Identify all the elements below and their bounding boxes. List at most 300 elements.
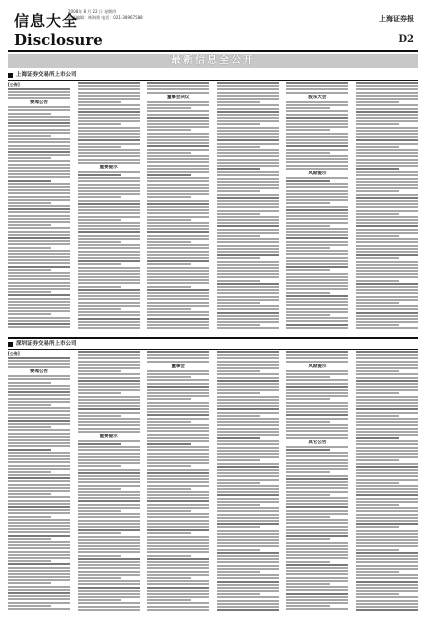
- text-line: [8, 579, 70, 581]
- text-line: [286, 510, 348, 512]
- text-line: [8, 243, 70, 245]
- text-line: [78, 596, 140, 598]
- text-line: [217, 536, 279, 538]
- text-line: [78, 193, 140, 195]
- text-line: [356, 299, 418, 301]
- text-line: [78, 399, 140, 401]
- text-line: [286, 354, 348, 356]
- text-line: [8, 426, 51, 428]
- text-line: [8, 516, 51, 518]
- text-line: [356, 568, 418, 570]
- text-line: [147, 427, 209, 429]
- text-line: [78, 247, 140, 249]
- text-line: [217, 152, 279, 154]
- text-line: [286, 471, 329, 473]
- text-line: [217, 203, 279, 205]
- text-line: [8, 256, 70, 258]
- text-line: [147, 555, 190, 557]
- text-line: [286, 526, 348, 528]
- text-line: [8, 560, 51, 562]
- text-line: [147, 311, 209, 313]
- text-line: [8, 122, 70, 124]
- text-line: [356, 318, 418, 320]
- text-line: [286, 481, 348, 483]
- text-line: [147, 536, 209, 538]
- text-line: [286, 580, 348, 582]
- text-line: [217, 85, 279, 87]
- text-line: [8, 310, 70, 312]
- text-line: [356, 327, 418, 329]
- text-line: [78, 177, 140, 179]
- text-line: [356, 289, 418, 291]
- text-line: [147, 247, 209, 249]
- masthead: [0, 0, 426, 52]
- text-line: [286, 395, 348, 397]
- text-line: [147, 571, 209, 573]
- text-line: [286, 383, 348, 385]
- text-line: [8, 221, 70, 223]
- text-line: [8, 417, 70, 419]
- text-line: [286, 548, 348, 550]
- text-line: [147, 354, 209, 356]
- text-line: [286, 295, 348, 297]
- text-line: [286, 145, 348, 147]
- text-line: [147, 286, 190, 288]
- text-line: [78, 273, 140, 275]
- text-line: [217, 289, 279, 291]
- text-line: [217, 120, 279, 122]
- text-line: [8, 240, 70, 242]
- text-line: [8, 573, 70, 575]
- text-line: [286, 392, 348, 394]
- text-line: [147, 548, 209, 550]
- text-line: [78, 98, 140, 100]
- text-line: [356, 472, 418, 474]
- text-line: [356, 596, 418, 598]
- text-line: [356, 520, 418, 522]
- section-marker-icon: [8, 73, 13, 78]
- text-line: [8, 429, 70, 431]
- text-line: [147, 206, 209, 208]
- text-line: [8, 320, 70, 322]
- text-line: [78, 295, 140, 297]
- text-line: [356, 267, 418, 269]
- text-line: [286, 577, 348, 579]
- text-line: [286, 449, 329, 451]
- text-line: [78, 418, 140, 420]
- text-line: [217, 213, 260, 215]
- text-line: [8, 576, 70, 578]
- text-line: [286, 605, 329, 607]
- text-line: [78, 475, 140, 477]
- text-line: [78, 590, 140, 592]
- text-line: [217, 545, 279, 547]
- text-line: [286, 376, 329, 378]
- text-line: [8, 592, 70, 594]
- text-line: [286, 282, 348, 284]
- text-line: [217, 264, 279, 266]
- text-line: [78, 270, 140, 272]
- text-line: [356, 466, 418, 468]
- text-line: [217, 130, 279, 132]
- text-line: [286, 142, 348, 144]
- text-line: [217, 596, 279, 598]
- text-line: [217, 143, 279, 145]
- text-line: [8, 455, 70, 457]
- text-line: [147, 241, 190, 243]
- text-line: [78, 139, 140, 141]
- text-line: [356, 456, 418, 458]
- masthead-logo-cn: 信息大全: [14, 12, 79, 30]
- text-line: [286, 196, 348, 198]
- text-line: [286, 402, 348, 404]
- article-subheading: 重要提示: [99, 433, 118, 439]
- text-line: [217, 286, 279, 288]
- text-line: [78, 130, 140, 132]
- text-line: [8, 544, 70, 546]
- text-line: [78, 523, 140, 525]
- text-line: [286, 308, 348, 310]
- text-line: [8, 278, 70, 280]
- text-line: [286, 430, 348, 432]
- text-line: [356, 354, 418, 356]
- text-line: [147, 593, 209, 595]
- text-line: [78, 383, 140, 385]
- text-line: [286, 586, 348, 588]
- text-line: [8, 199, 70, 201]
- text-line: [217, 396, 279, 398]
- text-line: [8, 449, 51, 451]
- text-line: [356, 104, 418, 106]
- text-line: [78, 174, 121, 176]
- text-line: [78, 593, 140, 595]
- text-line: [217, 469, 279, 471]
- text-line: [147, 270, 209, 272]
- text-line: [8, 471, 51, 473]
- text-line: [356, 114, 418, 116]
- text-line: [356, 143, 418, 145]
- text-line: [78, 481, 140, 483]
- section-title: 上海证券交易所上市公司: [16, 72, 77, 78]
- text-line: [147, 289, 209, 291]
- text-line: [147, 187, 209, 189]
- text-line: [356, 510, 418, 512]
- text-line: [78, 314, 140, 316]
- text-line: [147, 267, 209, 269]
- text-line: [286, 152, 329, 154]
- text-line: [78, 599, 121, 601]
- text-line: [8, 445, 70, 447]
- text-line: [78, 85, 140, 87]
- text-line: [147, 82, 209, 84]
- text-line: [356, 485, 418, 487]
- text-line: [147, 158, 209, 160]
- text-line: [78, 216, 140, 218]
- text-line: [217, 383, 279, 385]
- text-line: [286, 446, 348, 448]
- text-line: [217, 392, 260, 394]
- text-line: [356, 286, 418, 288]
- text-line: [147, 203, 209, 205]
- text-line: [78, 443, 121, 445]
- text-line: [356, 187, 418, 189]
- text-line: [8, 433, 70, 435]
- text-line: [356, 405, 418, 407]
- text-line: [286, 551, 348, 553]
- text-line: [8, 360, 70, 362]
- text-line: [147, 318, 209, 320]
- text-line: [286, 139, 348, 141]
- text-line: [286, 273, 348, 275]
- text-column: [147, 351, 209, 612]
- text-line: [356, 203, 418, 205]
- text-line: [217, 539, 279, 541]
- text-line: [217, 415, 260, 417]
- text-line: [286, 298, 348, 300]
- text-line: [286, 398, 329, 400]
- text-line: [147, 574, 209, 576]
- text-line: [78, 279, 140, 281]
- text-line: [78, 292, 140, 294]
- text-line: [286, 567, 348, 569]
- text-line: [286, 424, 348, 426]
- text-line: [78, 104, 140, 106]
- text-line: [147, 587, 209, 589]
- text-line: [147, 231, 209, 233]
- text-line: [217, 133, 279, 135]
- text-line: [78, 114, 140, 116]
- text-line: [217, 463, 279, 465]
- text-line: [356, 98, 418, 100]
- text-line: [8, 484, 70, 486]
- text-line: [8, 272, 70, 274]
- text-line: [147, 145, 209, 147]
- text-line: [147, 430, 209, 432]
- text-line: [217, 251, 279, 253]
- text-line: [8, 167, 70, 169]
- text-line: [217, 321, 279, 323]
- text-line: [217, 450, 279, 452]
- text-line: [78, 354, 140, 356]
- text-line: [286, 405, 348, 407]
- text-line: [78, 206, 140, 208]
- text-line: [8, 237, 70, 239]
- text-line: [286, 85, 348, 87]
- text-line: [286, 503, 348, 505]
- text-line: [217, 380, 279, 382]
- text-line: [8, 323, 70, 325]
- text-column: [286, 82, 348, 330]
- text-line: [286, 557, 348, 559]
- text-line: [286, 237, 348, 239]
- text-line: [286, 542, 348, 544]
- text-line: [356, 431, 418, 433]
- text-line: [147, 545, 209, 547]
- text-line: [286, 320, 348, 322]
- masthead-rule: [8, 50, 418, 52]
- text-line: [356, 418, 418, 420]
- column-label: [公告]: [8, 82, 20, 87]
- text-line: [356, 561, 418, 563]
- text-line: [147, 500, 209, 502]
- text-line: [78, 361, 140, 363]
- text-line: [78, 117, 140, 119]
- text-line: [8, 465, 70, 467]
- text-line: [78, 321, 140, 323]
- text-line: [8, 404, 51, 406]
- text-line: [8, 442, 70, 444]
- text-column: [78, 82, 140, 330]
- text-line: [217, 222, 279, 224]
- text-line: [286, 494, 329, 496]
- text-line: [217, 491, 279, 493]
- text-line: [78, 241, 121, 243]
- text-line: [356, 494, 418, 496]
- text-line: [147, 532, 190, 534]
- text-line: [356, 577, 418, 579]
- text-line: [147, 222, 209, 224]
- text-line: [217, 523, 279, 525]
- text-line: [286, 250, 348, 252]
- text-line: [356, 389, 418, 391]
- text-line: [78, 190, 140, 192]
- text-line: [217, 552, 279, 554]
- text-line: [147, 327, 209, 329]
- text-line: [78, 351, 140, 353]
- text-line: [286, 180, 329, 182]
- text-line: [217, 494, 279, 496]
- text-line: [356, 315, 418, 317]
- text-line: [78, 238, 140, 240]
- text-line: [217, 584, 279, 586]
- text-line: [147, 114, 209, 116]
- text-line: [78, 402, 140, 404]
- text-line: [286, 199, 348, 201]
- text-line: [147, 257, 209, 259]
- text-line: [78, 196, 121, 198]
- text-line: [147, 520, 209, 522]
- text-line: [8, 496, 70, 498]
- text-line: [8, 452, 70, 454]
- text-line: [286, 468, 348, 470]
- text-line: [78, 219, 121, 221]
- text-line: [78, 373, 140, 375]
- text-line: [356, 117, 418, 119]
- text-line: [356, 248, 418, 250]
- text-line: [286, 361, 348, 363]
- text-line: [147, 136, 209, 138]
- text-line: [356, 491, 418, 493]
- text-line: [217, 530, 279, 532]
- text-line: [147, 469, 209, 471]
- text-line: [78, 187, 140, 189]
- text-line: [8, 125, 70, 127]
- text-line: [356, 222, 418, 224]
- text-line: [217, 168, 260, 170]
- text-line: [147, 295, 209, 297]
- text-line: [356, 590, 418, 592]
- text-line: [8, 275, 70, 277]
- text-line: [78, 318, 140, 320]
- text-line: [286, 247, 329, 249]
- text-line: [356, 501, 418, 503]
- text-line: [217, 472, 279, 474]
- text-column: [147, 82, 209, 330]
- text-line: [147, 120, 209, 122]
- text-line: [8, 538, 51, 540]
- text-column: [217, 82, 279, 331]
- text-line: [147, 465, 190, 467]
- text-line: [147, 456, 209, 458]
- text-line: [217, 324, 260, 326]
- text-line: [147, 357, 209, 359]
- text-line: [217, 200, 279, 202]
- text-line: [217, 399, 279, 401]
- text-line: [8, 97, 70, 99]
- text-line: [78, 472, 140, 474]
- text-line: [8, 525, 70, 527]
- text-line: [8, 410, 70, 412]
- text-line: [217, 440, 279, 442]
- text-line: [8, 180, 51, 182]
- text-line: [356, 558, 418, 560]
- text-line: [147, 472, 209, 474]
- text-line: [78, 209, 140, 211]
- text-line: [78, 235, 140, 237]
- text-line: [356, 136, 418, 138]
- text-line: [78, 155, 140, 157]
- text-line: [78, 143, 140, 145]
- text-line: [147, 117, 209, 119]
- text-line: [286, 288, 348, 290]
- text-line: [217, 174, 279, 176]
- text-line: [217, 479, 279, 481]
- text-line: [217, 225, 279, 227]
- text-line: [147, 276, 209, 278]
- article-subheading: 风险提示: [308, 363, 327, 369]
- text-line: [217, 257, 260, 259]
- text-line: [217, 114, 279, 116]
- text-line: [356, 261, 418, 263]
- text-line: [286, 222, 348, 224]
- text-line: [356, 292, 418, 294]
- text-line: [217, 267, 279, 269]
- text-line: [147, 177, 209, 179]
- text-line: [8, 141, 70, 143]
- text-line: [217, 555, 279, 557]
- text-line: [78, 92, 140, 94]
- text-line: [147, 504, 209, 506]
- text-line: [217, 466, 279, 468]
- text-line: [286, 418, 348, 420]
- text-line: [8, 304, 70, 306]
- text-line: [286, 301, 348, 303]
- text-line: [78, 580, 140, 582]
- text-line: [8, 205, 70, 207]
- text-line: [217, 108, 279, 110]
- text-line: [217, 456, 279, 458]
- text-line: [8, 589, 70, 591]
- text-line: [286, 225, 329, 227]
- text-line: [217, 590, 279, 592]
- text-line: [356, 392, 399, 394]
- text-line: [356, 475, 418, 477]
- section-body-sh: [8, 82, 418, 335]
- article-subheading: 要闻公告: [30, 369, 48, 375]
- text-line: [286, 234, 348, 236]
- text-line: [217, 312, 279, 314]
- text-line: [217, 190, 260, 192]
